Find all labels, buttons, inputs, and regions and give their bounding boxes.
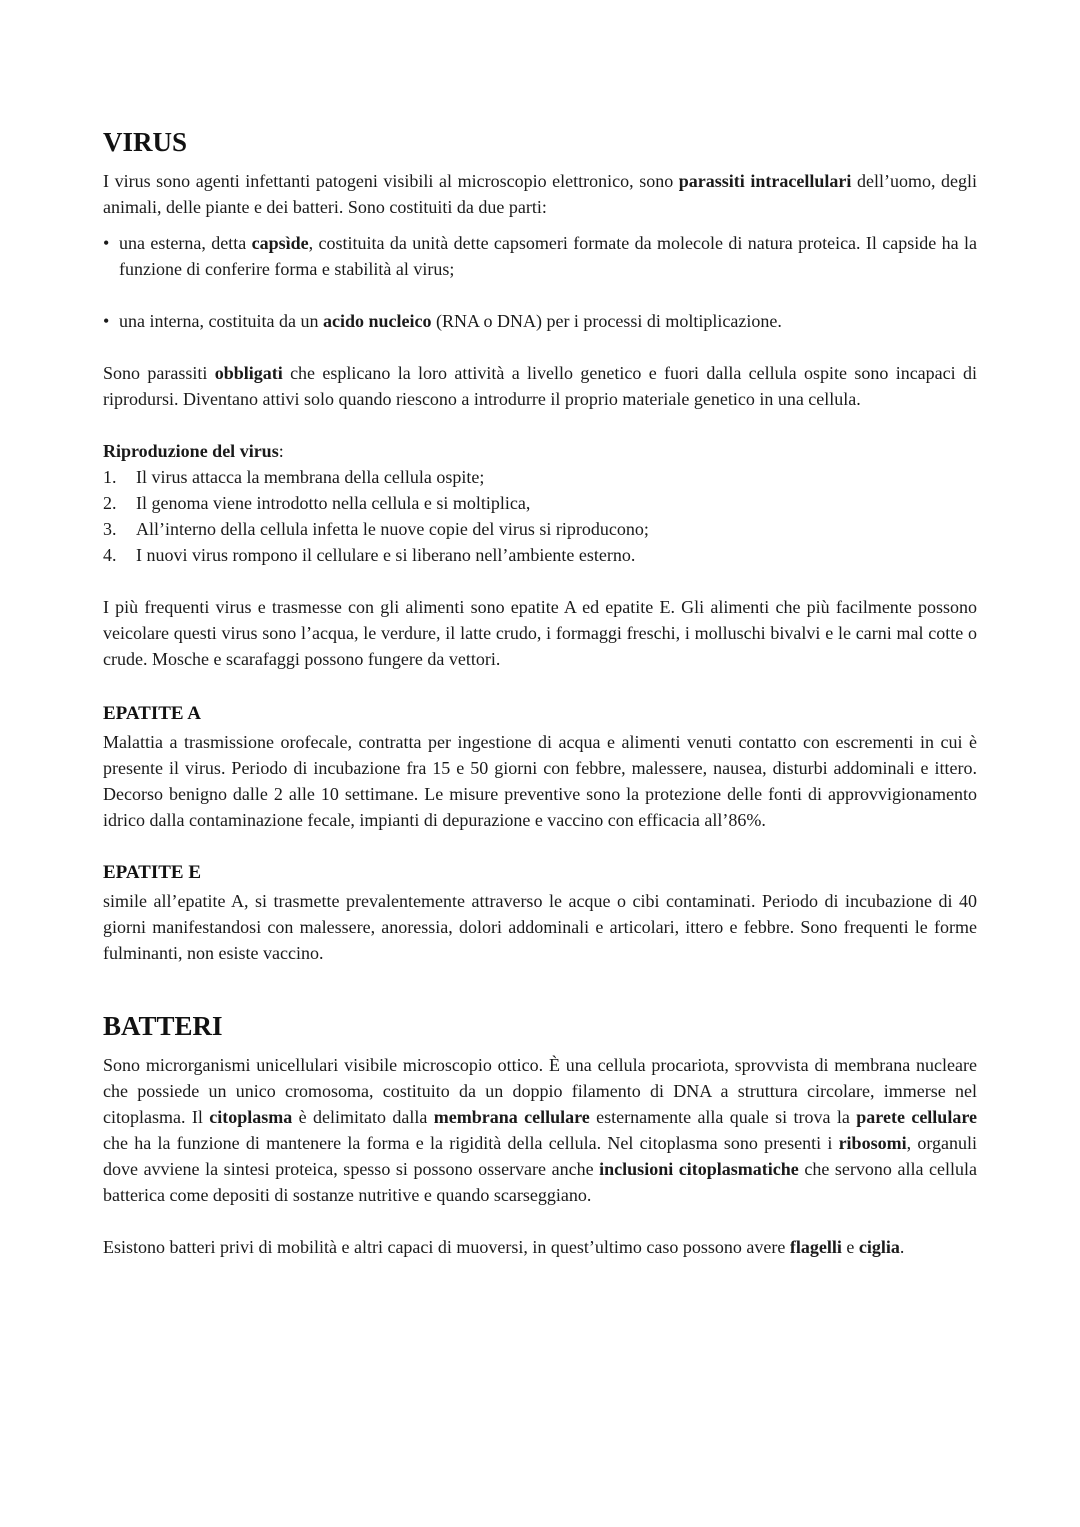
text-span: , organuli dove avviene la sintesi proteica, spesso si possono osservare anche [103, 1133, 977, 1180]
step-number: 3. [103, 519, 117, 540]
virus-food-paragraph: I più frequenti virus e trasmesse con gli alimenti sono epatite A ed epatite E. Gli alimenti che più facilmente possono veicolare questi virus sono l’acqua, le verdure, il latte crudo, i formaggi freschi, i molluschi bivalvi e le carni mal cotte o crude. Mosche e scarafaggi possono fungere da vettori. [103, 597, 977, 670]
text-span: una esterna, detta [119, 233, 252, 254]
text-span: e [841, 1237, 859, 1258]
text-span: dell’uomo, degli animali, delle piante e dei batteri. Sono costituiti da due parti: [103, 171, 978, 218]
bold-term: acido nucleico [322, 311, 432, 332]
bold-term: flagelli [789, 1237, 842, 1258]
bullet-item [103, 230, 977, 282]
bullet-item [103, 308, 977, 334]
text-span: Esistono batteri privi di mobilità e altri capaci di muoversi, in quest’ultimo caso possono avere [103, 1237, 790, 1258]
bold-term: inclusioni citoplasmatiche [599, 1159, 799, 1180]
step-text: Il genoma viene introdotto nella cellula e si moltiplica, [136, 493, 531, 514]
text-span: (RNA o DNA) per i processi di moltiplicazione. [431, 311, 782, 332]
reproduction-step [103, 490, 977, 516]
bullet-icon: • [103, 233, 110, 254]
step-number: 2. [103, 493, 117, 514]
text-span: , costituita da unità dette capsomeri formate da molecole di natura proteica. Il capside ha la funzione di conferire forma e stabilità al virus; [119, 233, 978, 280]
text-span: è delimitato dalla [292, 1107, 434, 1128]
virus-intro [103, 168, 977, 220]
text-span: I virus sono agenti infettanti patogeni visibili al microscopio elettronico, sono [103, 171, 679, 192]
virus-heading: VIRUS [103, 127, 188, 157]
reproduction-step [103, 464, 977, 490]
bold-term: parassiti intracellulari [678, 171, 852, 192]
step-text: I nuovi virus rompono il cellulare e si liberano nell’ambiente esterno. [136, 545, 636, 566]
text-span: che esplicano la loro attività a livello genetico e fuori dalla cellula ospite sono incapaci di riprodursi. Diventano attivi solo quando riescono a introdurre il proprio materiale genetico in una cellula. [103, 363, 977, 410]
batteri-heading: BATTERI [103, 1010, 223, 1041]
bold-term: obbligati [214, 363, 283, 384]
step-text: All’interno della cellula infetta le nuove copie del virus si riproducono; [136, 519, 649, 540]
epatite-e-text: simile all’epatite A, si trasmette prevalentemente attraverso le acque o cibi contaminati. Periodo di incubazione di 40 giorni manifestandosi con malessere, anoressia, dolori addominali e articolari, ittero e febbre. Sono frequenti le forme fulminanti, non esiste vaccino. [103, 890, 977, 963]
reproduction-step [103, 516, 977, 542]
bold-term: citoplasma [209, 1107, 293, 1128]
text-span: che servono alla cellula batterica come depositi di sostanze nutritive e quando scarseggiano. [103, 1159, 978, 1206]
bold-term: parete cellulare [856, 1107, 977, 1128]
epatite-a-heading: EPATITE A [103, 703, 202, 725]
text-span: : [278, 441, 284, 462]
epatite-e-heading: EPATITE E [103, 862, 202, 884]
bullet-icon: • [103, 311, 110, 332]
bullet-text [119, 230, 977, 282]
text-span: . [899, 1237, 905, 1258]
bold-term: membrana cellulare [433, 1107, 590, 1128]
text-span: che ha la funzione di mantenere la forma e la rigidità della cellula. Nel citoplasma sono presenti i [103, 1133, 839, 1154]
reproduction-heading [103, 438, 977, 464]
text-span: una interna, costituita da un [119, 311, 323, 332]
text-span: esternamente alla quale si trova la [589, 1107, 857, 1128]
batteri-paragraph-2 [103, 1234, 977, 1260]
batteri-paragraph-1 [103, 1052, 977, 1208]
virus-paragraph-obbligati [103, 360, 977, 412]
bold-term: ribosomi [838, 1133, 907, 1154]
reproduction-step [103, 542, 977, 568]
step-number: 1. [103, 467, 117, 488]
text-span: Sono parassiti [103, 363, 215, 384]
epatite-a-text: Malattia a trasmissione orofecale, contratta per ingestione di acqua e alimenti venuti contatto con escrementi in cui è presente il virus. Periodo di incubazione fra 15 e 50 giorni con febbre, malessere, nausea, disturbi addominali e ittero. Decorso benigno dalle 2 alle 10 settimane. Le misure preventive sono la protezione delle fonti di approvvigionamento idrico dalla contaminazione fecale, impianti di depurazione e vaccino con efficacia all’86%. [103, 732, 977, 831]
bullet-text [119, 308, 977, 334]
document-content [103, 126, 977, 1260]
bold-term: capsìde [251, 233, 309, 254]
step-text: Il virus attacca la membrana della cellula ospite; [136, 467, 485, 488]
text-span: Sono microrganismi unicellulari visibile microscopio ottico. È una cellula procariota, sprovvista di membrana nucleare che possiede un unico cromosoma, costituito da un doppio filamento di DNA a struttura circolare, immerse nel citoplasma. Il [103, 1055, 977, 1128]
step-number: 4. [103, 545, 117, 566]
bold-term: Riproduzione del virus [103, 441, 279, 462]
bold-term: ciglia [858, 1237, 900, 1258]
